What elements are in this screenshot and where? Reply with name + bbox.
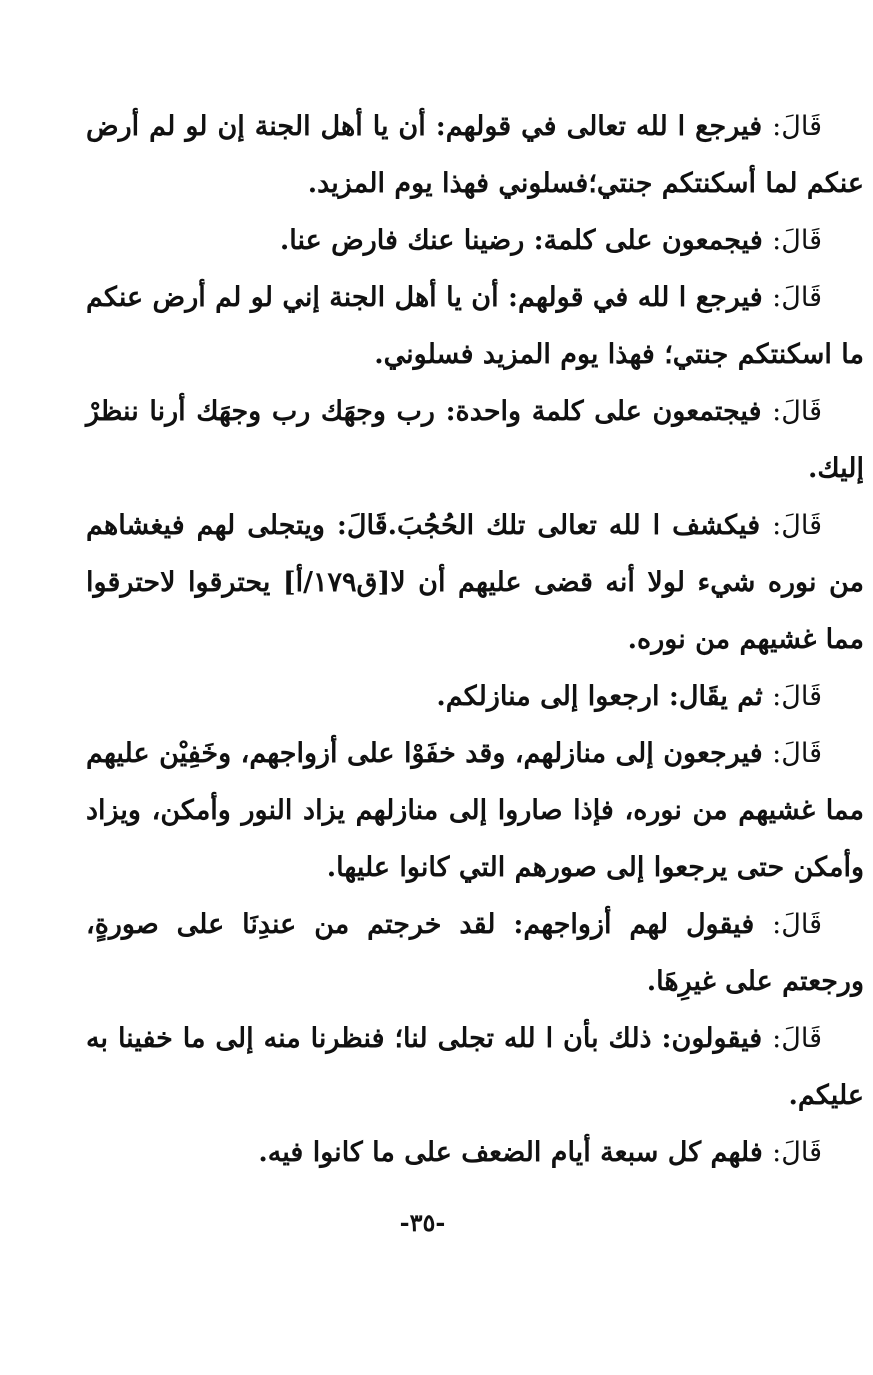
paragraph-text: فيرجع ا لله تعالى في قولهم: أن يا أهل الجنة إن لو لم أرض عنكم لما أسكنتكم جنتي؛فسلوني فهذا يوم المزيد. — [86, 111, 864, 199]
qal-prefix: قَالَ: — [772, 1137, 822, 1168]
qal-prefix: قَالَ: — [772, 282, 822, 313]
paragraph-10 — [86, 1124, 864, 1181]
qal-prefix: قَالَ: — [772, 510, 822, 541]
paragraph-8 — [86, 896, 864, 1010]
qal-prefix: قَالَ: — [772, 681, 822, 712]
paragraph-7 — [86, 725, 864, 896]
qal-prefix: قَالَ: — [772, 909, 822, 940]
paragraph-2 — [86, 212, 864, 269]
paragraph-text: فيرجع ا لله في قولهم: أن يا أهل الجنة إني لو لم أرض عنكم ما اسكنتكم جنتي؛ فهذا يوم المزيد فسلوني. — [86, 282, 864, 370]
qal-prefix: قَالَ: — [772, 396, 822, 427]
paragraph-text: فيقولون: ذلك بأن ا لله تجلى لنا؛ فنظرنا منه إلى ما خفينا به عليكم. — [86, 1023, 864, 1111]
paragraph-text: فلهم كل سبعة أيام الضعف على ما كانوا فيه. — [258, 1137, 763, 1168]
paragraph-text: فيجتمعون على كلمة واحدة: رب وجهَك رب وجهَك أرنا ننظرْ إليك. — [86, 396, 864, 484]
paragraph-text: فيقول لهم أزواجهم: لقد خرجتم من عندِنَا على صورةٍ، ورجعتم على غيرِهَا. — [86, 909, 864, 997]
qal-prefix: قَالَ: — [772, 738, 822, 769]
paragraph-3 — [86, 269, 864, 383]
paragraph-text: فيجمعون على كلمة: رضينا عنك فارض عنا. — [279, 225, 763, 256]
qal-prefix: قَالَ: — [772, 1023, 822, 1054]
paragraph-4 — [86, 383, 864, 497]
paragraph-1 — [86, 98, 864, 212]
paragraph-text: فيكشف ا لله تعالى تلك الحُجُبَ.قَالَ: ويتجلى لهم فيغشاهم من نوره شيء لولا أنه قضى عليهم أن لا[ق١٧٩/أ] يحترقوا لاحترقوا مما غشيهم من نوره. — [86, 510, 865, 655]
page-number: -٣٥- — [399, 1208, 446, 1237]
qal-prefix: قَالَ: — [772, 111, 822, 142]
paragraph-6 — [86, 668, 864, 725]
body-text — [86, 98, 864, 1181]
paragraph-5 — [86, 497, 864, 668]
paragraph-text: فيرجعون إلى منازلهم، وقد خفَوْا على أزواجهم، وخَفِيْن عليهم مما غشيهم من نوره، فإذا صاروا إلى منازلهم يزاد النور وأمكن، ويزاد وأمكن حتى يرجعوا إلى صورهم التي كانوا عليها. — [86, 738, 864, 883]
paragraph-9 — [86, 1010, 864, 1124]
paragraph-text: ثم يقَال: ارجعوا إلى منازلكم. — [436, 681, 763, 712]
qal-prefix: قَالَ: — [772, 225, 822, 256]
